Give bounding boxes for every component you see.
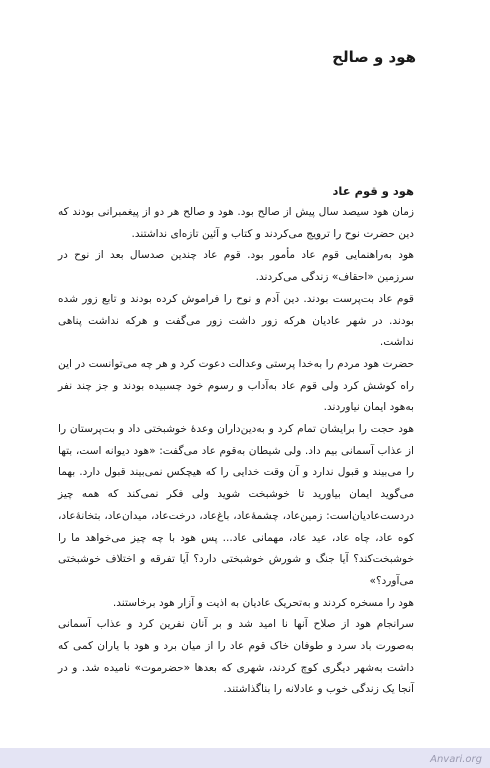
section-heading: هود و قوم عاد — [332, 184, 414, 198]
paragraph-1: زمان هود سیصد سال پیش از صالح بود. هود و صالح هر دو از پیغمبرانی بودند که دین حضرت نوح را ترویج می‌کردند و کتاب و آئین تازه‌ای نداشتند. — [58, 206, 414, 240]
page-title: هود و صالح — [332, 48, 416, 66]
page-content — [58, 184, 414, 701]
paragraph-5: هود حجت را برایشان تمام کرد و به‌دین‌داران وعدهٔ خوشبختی داد و بت‌پرستان را از عذاب آسمانی بیم داد. ولی شیطان به‌قوم عاد می‌گفت: «هود دیوانه است، بتها را می‌بیند و قبول ندارد و آن وقت خدایی را که هیچکس نمی‌بیند قبول دارد. بهما می‌گوید ایمان بیاورید تا خوشبخت شوید ولی فکر نمی‌کند که همه چیز دردست‌عادیان‌است: زمین‌عاد، چشمهٔ‌عاد، باغ‌عاد، درخت‌عاد، میدان‌عاد، بتخانهٔ‌عاد، کوه عاد، چاه عاد، عید عاد، مهمانی عاد... پس هود با چه چیز می‌خواهد ما را خوشبخت‌کند؟ آیا جنگ و شورش خوشبختی دارد؟ آیا تفرقه و اختلاف خوشبختی می‌آورد؟» — [58, 423, 414, 587]
paragraph-7: سرانجام هود از صلاح آنها نا امید شد و بر آنان نفرین کرد و عذاب آسمانی به‌صورت باد سرد و طوفان خاک قوم عاد را از میان برد و هود با یاران کمی که داشت به‌شهر دیگری کوچ کردند، شهری که بعدها «حضرموت» نامیده شد. و در آنجا یک زندگی خوب و عادلانه را بناگذاشتند. — [58, 618, 414, 696]
paragraph-6: هود را مسخره کردند و به‌تحریک عادیان به اذیت و آزار هود برخاستند. — [112, 596, 414, 609]
footer-bar — [0, 748, 490, 768]
paragraph-3: قوم عاد بت‌پرست بودند. دین آدم و نوح را فراموش کرده بودند و تابع زور شده بودند. در شهر عادیان هرکه زور داشت زور می‌گفت و هرکه نداشت پناهی نداشت. — [58, 292, 414, 349]
watermark: Anvari.org — [430, 754, 482, 765]
paragraph-2: هود به‌راهنمایی قوم عاد مأمور بود. قوم عاد چندین صدسال بعد از نوح در سرزمین «احقاف» زندگی می‌کردند. — [58, 249, 414, 284]
paragraph-4: حضرت هود مردم را به‌خدا پرستی وعدالت دعوت کرد و هر چه می‌توانست در این راه کوشش کرد ولی قوم عاد به‌آداب و رسوم خود چسبیده بودند و جز چند نفر به‌هود ایمان نیاوردند. — [58, 357, 414, 414]
